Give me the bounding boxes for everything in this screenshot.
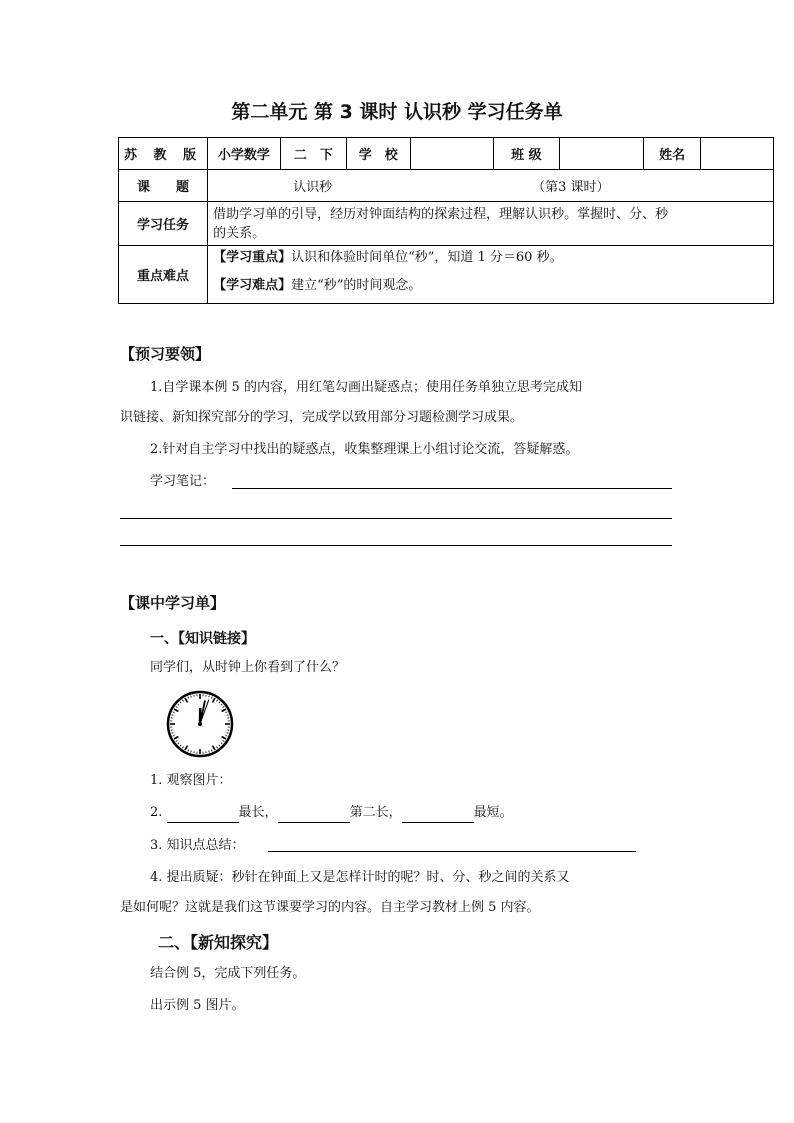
- topic-label: 课 题: [119, 170, 208, 202]
- notes-label: 学习笔记：: [150, 474, 216, 489]
- notes-line[interactable]: [120, 545, 672, 546]
- topic-cell: [208, 170, 774, 202]
- section-2-heading: 二、【新知探究】: [158, 933, 279, 952]
- key-point-tag: 【学习重点】: [213, 249, 292, 265]
- class-sheet-heading: 【课中学习单】: [120, 594, 226, 612]
- preview-paragraph-2: 2.针对自主学习中找出的疑惑点，收集整理课上小组讨论交流，答疑解惑。: [150, 442, 579, 457]
- task-cell: [208, 202, 774, 246]
- item-4: 4. 提出质疑：秒针在钟面上又是怎样计时的呢？时、分、秒之间的关系又: [150, 870, 570, 885]
- notes-line[interactable]: [232, 488, 672, 489]
- lesson-number: （第3 课时）: [532, 180, 610, 195]
- subject-cell: 小学数学: [208, 138, 281, 170]
- key-point-text: 认识和体验时间单位“秒”，知道 1 分＝60 秒。: [291, 249, 563, 265]
- class-field[interactable]: [559, 138, 643, 170]
- item-3: 3. 知识点总结：: [150, 838, 245, 853]
- summary-line[interactable]: [268, 851, 636, 852]
- clock-question: 同学们，从时钟上你看到了什么？: [150, 660, 346, 675]
- item-1: 1. 观察图片：: [150, 773, 232, 788]
- key-label: 重点难点: [119, 246, 208, 304]
- grade-cell: 二 下: [280, 138, 346, 170]
- preview-paragraph-1-cont: 识链接、新知探究部分的学习，完成学以致用部分习题检测学习成果。: [120, 410, 524, 425]
- page-title: 第二单元 第 3 课时 认识秒 学习任务单: [231, 101, 563, 123]
- school-field[interactable]: [410, 138, 493, 170]
- school-label: 学 校: [347, 138, 410, 170]
- name-label: 姓名: [644, 138, 701, 170]
- name-field[interactable]: [701, 138, 774, 170]
- blank-field[interactable]: [402, 808, 474, 823]
- item-4-cont: 是如何呢？这就是我们这节课要学习的内容。自主学习教材上例 5 内容。: [120, 900, 540, 915]
- task-text-line: 的关系。: [213, 225, 266, 241]
- difficulty-tag: 【学习难点】: [213, 277, 292, 293]
- task-text-line: 借助学习单的引导，经历对钟面结构的探索过程，理解认识秒。掌握时、分、秒: [213, 206, 669, 222]
- info-table: [118, 137, 774, 304]
- preview-paragraph-1: 1.自学课本例 5 的内容，用红笔勾画出疑惑点；使用任务单独立思考完成知: [150, 380, 582, 395]
- notes-line[interactable]: [120, 518, 672, 519]
- clock-center: [198, 722, 202, 726]
- show-line: 出示例 5 图片。: [150, 998, 245, 1013]
- item-2: 2. 最长， 第二长， 最短。: [150, 803, 513, 823]
- preview-heading: 【预习要领】: [120, 345, 211, 363]
- publisher-label: 苏 教 版: [119, 138, 208, 170]
- task-line: 结合例 5，完成下列任务。: [150, 966, 306, 981]
- section-1-heading: 一、【知识链接】: [150, 631, 255, 647]
- key-cell: [208, 246, 774, 304]
- class-label: 班 级: [493, 138, 559, 170]
- blank-field[interactable]: [278, 808, 350, 823]
- clock-image: [165, 689, 235, 759]
- difficulty-text: 建立“秒”的时间观念。: [291, 277, 422, 293]
- topic-value: 认识秒: [293, 180, 333, 195]
- blank-field[interactable]: [167, 808, 239, 823]
- task-label: 学习任务: [119, 202, 208, 246]
